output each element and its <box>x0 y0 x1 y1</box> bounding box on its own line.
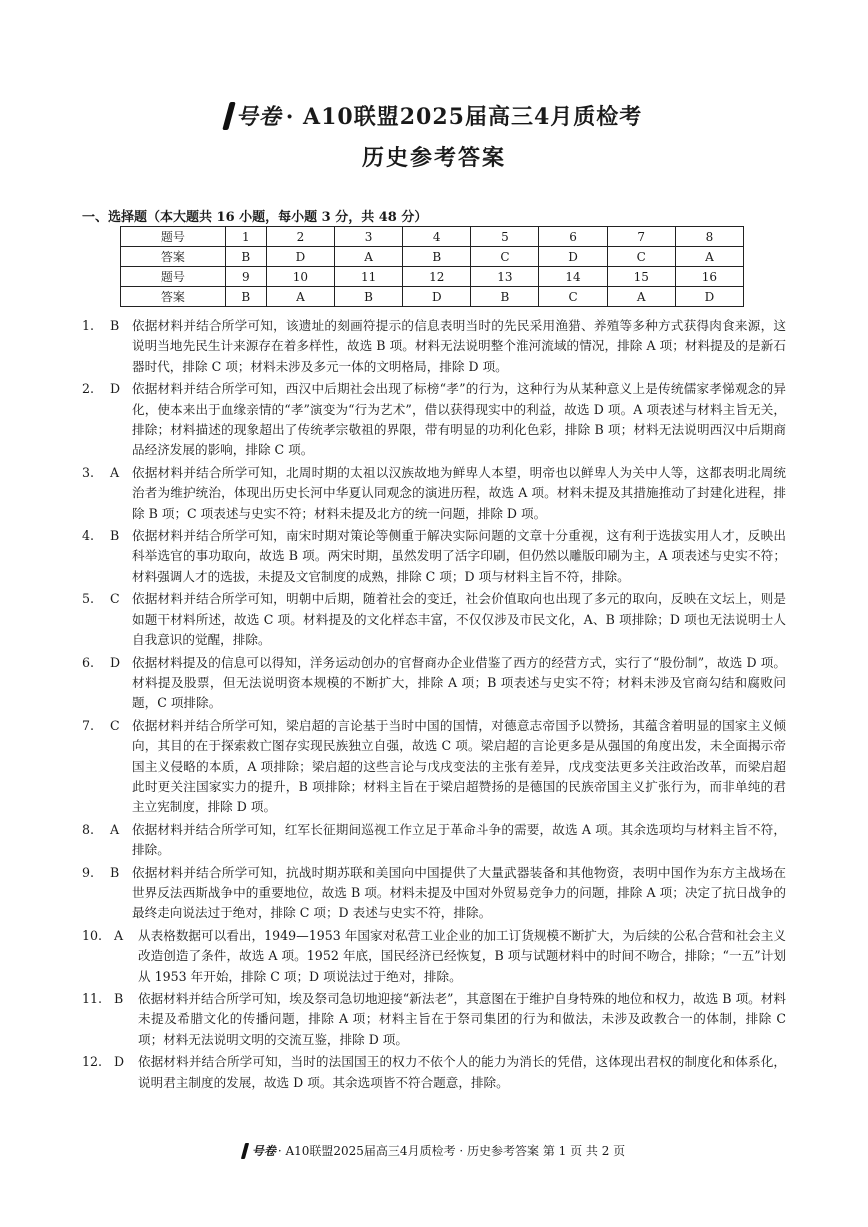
item-number: 5. <box>82 591 95 607</box>
list-item <box>82 863 786 924</box>
answer-cell: B <box>225 287 266 307</box>
item-number: 8. <box>82 821 95 837</box>
list-item <box>82 526 786 587</box>
question-number: 2 <box>266 227 334 247</box>
item-number: 9. <box>82 864 95 880</box>
item-answer: D <box>110 654 121 670</box>
table-row <box>121 287 744 307</box>
item-answer: D <box>114 1054 125 1070</box>
item-text: 依据材料并结合所学可知，北周时期的太祖以汉族故地为鲜卑人本望，明帝也以鲜卑人为关中人等，这都表明北周统治者为维护统治，体现出历史长河中华夏认同观念的演进历程，故选 A 项。材料未提及其措施推动了封建化进程，排除 B 项；C 项表述与史实不符；材料未提及北方的统一问题，排除 D 项。 <box>132 464 786 521</box>
question-number: 12 <box>403 267 471 287</box>
answer-cell: C <box>539 287 607 307</box>
brand-mark-icon <box>241 1143 249 1159</box>
row-label: 答案 <box>121 247 226 267</box>
item-answer: A <box>110 821 120 837</box>
item-text: 依据材料并结合所学可知，明朝中后期，随着社会的变迁，社会价值取向也出现了多元的取向，反映在文坛上，则是如题干材料所述，故选 C 项。材料提及的文化样态丰富，不仅仅涉及市民文化，A、B 项排除；D 项也无法说明士人自我意识的觉醒，排除。 <box>132 591 786 648</box>
page-footer <box>0 1142 868 1159</box>
answer-cell: D <box>266 247 334 267</box>
answer-cell: A <box>607 287 675 307</box>
brand-logo <box>226 100 282 131</box>
question-number: 1 <box>225 227 266 247</box>
item-text: 从表格数据可以看出，1949—1953 年国家对私营工业企业的加工订货规模不断扩大，为后续的公私合营和社会主义改造创造了条件，故选 A 项。1952 年底，国民经济已经恢复，B 项与试题材料中的时间不吻合，排除；“一五”计划从 1953 年开始，排除 C 项；D 项说法过于绝对，排除。 <box>138 927 786 984</box>
item-number: 4. <box>82 528 95 544</box>
footer-text: · A10联盟2025届高三4月质检考 · 历史参考答案 第 1 页 共 2 页 <box>277 1144 626 1158</box>
list-item <box>82 589 786 650</box>
footer-brand: 号卷 <box>251 1144 276 1158</box>
answer-cell: D <box>403 287 471 307</box>
item-number: 10. <box>82 927 103 943</box>
answer-explanations <box>82 316 786 1095</box>
question-number: 14 <box>539 267 607 287</box>
item-answer: B <box>114 991 124 1006</box>
item-text: 依据材料并结合所学可知，红军长征期间巡视工作立足于革命斗争的需要，故选 A 项。其余选项均与材料主旨不符，排除。 <box>132 821 786 858</box>
item-answer: B <box>110 318 120 333</box>
page-subtitle: 历史参考答案 <box>361 145 506 171</box>
item-text: 依据材料并结合所学可知，当时的法国国王的权力不依个人的能力为消长的凭借，这体现出君权的制度化和体系化，说明君主制度的发展，故选 D 项。其余选项皆不符合题意，排除。 <box>138 1054 786 1090</box>
table-row <box>121 267 744 287</box>
answer-cell: B <box>471 287 539 307</box>
item-number: 12. <box>82 1054 103 1070</box>
question-number: 9 <box>225 267 266 287</box>
question-number: 5 <box>471 227 539 247</box>
answer-cell: B <box>335 287 403 307</box>
list-item <box>82 716 786 818</box>
item-text: 依据材料并结合所学可知，埃及祭司急切地迎接“新法老”，其意图在于维护自身特殊的地位和权力，故选 B 项。材料未提及希腊文化的传播问题，排除 A 项；材料主旨在于祭司集团的行为和做法，未涉及政教合一的体制，排除 C 项；材料无法说明文明的交流互鉴，排除 D 项。 <box>138 991 786 1047</box>
table-row <box>121 247 744 267</box>
item-text: 依据材料并结合所学可知，梁启超的言论基于当时中国的国情，对德意志帝国予以赞扬，其蕴含着明显的国家主义倾向，其目的在于探索救亡图存实现民族独立自强，故选 C 项。梁启超的言论更多是从强国的角度出发，未全面揭示帝国主义侵略的本质，A 项排除；梁启超的这些言论与戊戌变法的主张有差异，戊戌变法更多关注政治改革，而梁启超此时更关注国家实力的提升，B 项排除；材料主旨在于梁启超赞扬的是德国的民族帝国主义扩张行为，而非单纯的君主立宪制度，排除 D 项。 <box>132 717 786 815</box>
item-number: 11. <box>82 991 103 1006</box>
item-number: 1. <box>82 318 95 333</box>
item-text: 依据材料并结合所学可知，该遗址的刻画符提示的信息表明当时的先民采用渔猎、养殖等多种方式获得肉食来源，这说明当地先民生计来源存在着多样性，故选 B 项。材料无法说明整个淮河流域的情况，排除 A 项；材料提及的是新石器时代，排除 C 项；材料未涉及多元一体的文明格局，排除 D 项。 <box>132 318 786 374</box>
item-text: 依据材料提及的信息可以得知，洋务运动创办的官督商办企业借鉴了西方的经营方式，实行了“股份制”，故选 D 项。材料提及股票，但无法说明资本规模的不断扩大，排除 A 项；B 项表述与史实不符；材料未涉及官商勾结和腐败问题，C 项排除。 <box>132 654 786 711</box>
list-item <box>82 1052 786 1093</box>
list-item <box>82 653 786 714</box>
item-text: 依据材料并结合所学可知，抗战时期苏联和美国向中国提供了大量武器装备和其他物资，表明中国作为东方主战场在世界反法西斯战争中的重要地位，故选 B 项。材料未提及中国对外贸易竞争力的问题，排除 A 项；决定了抗日战争的最终走向说法过于绝对，排除 C 项；D 表述与史实不符，排除。 <box>132 864 786 921</box>
question-number: 7 <box>607 227 675 247</box>
item-answer: A <box>110 464 120 480</box>
item-answer: D <box>110 381 121 397</box>
question-number: 8 <box>675 227 743 247</box>
question-number: 10 <box>266 267 334 287</box>
item-answer: C <box>110 591 120 607</box>
row-label: 题号 <box>121 227 226 247</box>
title-row <box>0 100 868 131</box>
item-answer: C <box>110 717 120 733</box>
list-item <box>82 989 786 1050</box>
list-item <box>82 926 786 987</box>
item-number: 6. <box>82 654 95 670</box>
row-label: 答案 <box>121 287 226 307</box>
answer-cell: D <box>539 247 607 267</box>
question-number: 13 <box>471 267 539 287</box>
page-title: · A10联盟2025届高三4月质检考 <box>285 104 643 130</box>
question-number: 11 <box>335 267 403 287</box>
answer-cell: B <box>403 247 471 267</box>
brand-name: 号卷 <box>235 104 282 130</box>
row-label: 题号 <box>121 267 226 287</box>
item-number: 3. <box>82 464 95 480</box>
answer-cell: A <box>266 287 334 307</box>
table-row <box>121 227 744 247</box>
item-number: 7. <box>82 717 95 733</box>
item-answer: A <box>114 927 124 943</box>
answer-cell: A <box>335 247 403 267</box>
list-item <box>82 463 786 524</box>
question-number: 15 <box>607 267 675 287</box>
answer-cell: B <box>225 247 266 267</box>
answer-cell: C <box>471 247 539 267</box>
answer-cell: A <box>675 247 743 267</box>
answer-table <box>120 226 744 307</box>
question-number: 3 <box>335 227 403 247</box>
question-number: 4 <box>403 227 471 247</box>
item-number: 2. <box>82 381 95 397</box>
section-heading: 一、选择题（本大题共 16 小题，每小题 3 分，共 48 分） <box>82 210 428 225</box>
page-header <box>0 100 868 172</box>
list-item <box>82 379 786 461</box>
list-item <box>82 820 786 861</box>
question-number: 16 <box>675 267 743 287</box>
item-answer: B <box>110 528 120 544</box>
answer-cell: C <box>607 247 675 267</box>
item-text: 依据材料并结合所学可知，西汉中后期社会出现了标榜“孝”的行为，这种行为从某种意义上是传统儒家孝悌观念的异化，使本来出于血缘亲情的“孝”演变为“行为艺术”，借以获得现实中的利益，故选 D 项。A 项表述与材料主旨无关，排除；材料描述的现象超出了传统孝宗敬祖的界限，带有明显的功利化色彩，排除 B 项；材料无法说明西汉中后期商品经济发展的影响，排除 C 项。 <box>132 381 786 458</box>
item-answer: B <box>110 864 120 880</box>
item-text: 依据材料并结合所学可知，南宋时期对策论等侧重于解决实际问题的文章十分重视，这有利于选拔实用人才，反映出科举选官的事功取向，故选 B 项。两宋时期，虽然发明了活字印刷，但仍然以雕版印刷为主，A 项表述与史实不符；材料强调人才的选拔，未提及文官制度的成熟，排除 C 项；D 项与材料主旨不符，排除。 <box>132 528 786 584</box>
question-number: 6 <box>539 227 607 247</box>
list-item <box>82 316 786 377</box>
brand-mark-icon <box>222 102 236 130</box>
answer-cell: D <box>675 287 743 307</box>
